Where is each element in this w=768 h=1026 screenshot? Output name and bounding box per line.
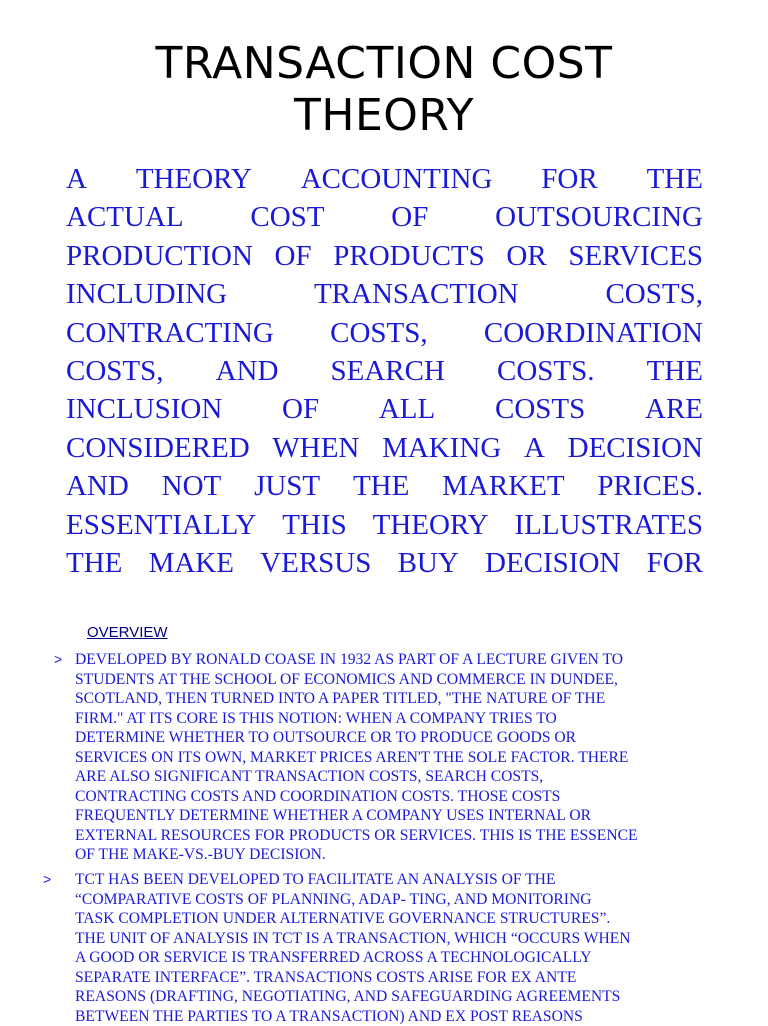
bullet-line: TCT HAS BEEN DEVELOPED TO FACILITATE AN ANALYSIS OF THE <box>75 870 631 890</box>
bullet-line: CONTRACTING COSTS AND COORDINATION COSTS. THOSE COSTS <box>75 787 638 807</box>
slide-title-line: TRANSACTION COST <box>0 38 768 90</box>
bullet-line: STUDENTS AT THE SCHOOL OF ECONOMICS AND COMMERCE IN DUNDEE, <box>75 670 638 690</box>
intro-word: ACTUAL <box>66 198 184 236</box>
intro-word: COSTS, <box>605 275 703 313</box>
intro-word: FOR <box>541 160 597 198</box>
intro-word: DECISION <box>485 544 620 582</box>
intro-word: COSTS. <box>497 352 595 390</box>
intro-line <box>66 237 703 275</box>
intro-word: MARKET <box>442 467 564 505</box>
intro-word: OF <box>391 198 428 236</box>
intro-word: PRICES. <box>597 467 703 505</box>
bullet-line: SEPARATE INTERFACE”. TRANSACTIONS COSTS ARISE FOR EX ANTE <box>75 968 631 988</box>
intro-word: PRODUCTION <box>66 237 253 275</box>
overview-bullet-1 <box>75 650 638 865</box>
intro-word: INCLUSION <box>66 390 222 428</box>
intro-word: MAKING <box>382 429 501 467</box>
bullet-line: ARE ALSO SIGNIFICANT TRANSACTION COSTS, SEARCH COSTS, <box>75 767 638 787</box>
overview-heading: OVERVIEW <box>87 624 168 642</box>
intro-word: WHEN <box>272 429 359 467</box>
slide-title-line: THEORY <box>0 90 768 142</box>
bullet-line: SCOTLAND, THEN TURNED INTO A PAPER TITLED, "THE NATURE OF THE <box>75 689 638 709</box>
intro-word: THIS <box>282 506 346 544</box>
bullet-line: FREQUENTLY DETERMINE WHETHER A COMPANY USES INTERNAL OR <box>75 806 638 826</box>
bullet-line: DETERMINE WHETHER TO OUTSOURCE OR TO PRODUCE GOODS OR <box>75 728 638 748</box>
intro-word: VERSUS <box>260 544 371 582</box>
intro-line <box>66 198 703 236</box>
intro-word: SERVICES <box>568 237 703 275</box>
intro-word: PRODUCTS <box>333 237 485 275</box>
bullet-text <box>75 650 638 865</box>
bullet-text <box>75 870 631 1026</box>
intro-line <box>66 314 703 352</box>
bullet-line: A GOOD OR SERVICE IS TRANSFERRED ACROSS A TECHNOLOGICALLY <box>75 948 631 968</box>
intro-word: OR <box>506 237 546 275</box>
bullet-line: REASONS (DRAFTING, NEGOTIATING, AND SAFEGUARDING AGREEMENTS <box>75 987 631 1007</box>
intro-word: ESSENTIALLY <box>66 506 256 544</box>
bullet-line: SERVICES ON ITS OWN, MARKET PRICES AREN'T THE SOLE FACTOR. THERE <box>75 748 638 768</box>
bullet-line: THE UNIT OF ANALYSIS IN TCT IS A TRANSACTION, WHICH “OCCURS WHEN <box>75 929 631 949</box>
intro-word: DECISION <box>568 429 703 467</box>
intro-word: COSTS, <box>330 314 428 352</box>
intro-word: OF <box>282 390 319 428</box>
bullet-line: EXTERNAL RESOURCES FOR PRODUCTS OR SERVICES. THIS IS THE ESSENCE <box>75 826 638 846</box>
intro-word: CONSIDERED <box>66 429 250 467</box>
intro-word: COSTS <box>495 390 585 428</box>
intro-word: ARE <box>645 390 703 428</box>
intro-word: OF <box>275 237 312 275</box>
bullet-line: “COMPARATIVE COSTS OF PLANNING, ADAP- TING, AND MONITORING <box>75 890 631 910</box>
intro-paragraph <box>66 160 703 582</box>
intro-word: JUST <box>254 467 320 505</box>
bullet-line: OF THE MAKE-VS.-BUY DECISION. <box>75 845 638 865</box>
intro-word: CONTRACTING <box>66 314 274 352</box>
intro-line <box>66 544 703 582</box>
bullet-line: DEVELOPED BY RONALD COASE IN 1932 AS PART OF A LECTURE GIVEN TO <box>75 650 638 670</box>
intro-line <box>66 352 703 390</box>
intro-word: THE <box>353 467 409 505</box>
intro-word: THEORY <box>373 506 489 544</box>
intro-word: AND <box>66 467 129 505</box>
intro-word: COSTS, <box>66 352 164 390</box>
bullet-marker-icon: > <box>43 870 51 890</box>
intro-word: AND <box>216 352 279 390</box>
intro-word: OUTSOURCING <box>495 198 703 236</box>
intro-word: THE <box>647 160 703 198</box>
intro-word: SEARCH <box>331 352 445 390</box>
intro-word: ACCOUNTING <box>301 160 493 198</box>
intro-word: ILLUSTRATES <box>515 506 704 544</box>
intro-word: THEORY <box>136 160 252 198</box>
intro-word: FOR <box>647 544 703 582</box>
intro-word: A <box>66 160 87 198</box>
overview-bullet-2 <box>75 870 631 1026</box>
intro-word: COORDINATION <box>484 314 703 352</box>
intro-word: BUY <box>398 544 459 582</box>
intro-word: TRANSACTION <box>314 275 519 313</box>
intro-word: MAKE <box>149 544 234 582</box>
intro-line <box>66 429 703 467</box>
bullet-marker-icon: > <box>54 650 62 670</box>
bullet-line: TASK COMPLETION UNDER ALTERNATIVE GOVERNANCE STRUCTURES”. <box>75 909 631 929</box>
intro-line <box>66 160 703 198</box>
intro-word: THE <box>66 544 122 582</box>
intro-line <box>66 275 703 313</box>
intro-line <box>66 467 703 505</box>
intro-line <box>66 506 703 544</box>
intro-word: COST <box>250 198 324 236</box>
bullet-line: FIRM." AT ITS CORE IS THIS NOTION: WHEN A COMPANY TRIES TO <box>75 709 638 729</box>
intro-word: ALL <box>379 390 435 428</box>
intro-word: INCLUDING <box>66 275 227 313</box>
intro-line <box>66 390 703 428</box>
intro-word: THE <box>647 352 703 390</box>
intro-word: A <box>524 429 545 467</box>
slide-title <box>0 38 768 142</box>
intro-word: NOT <box>162 467 222 505</box>
bullet-line: BETWEEN THE PARTIES TO A TRANSACTION) AND EX POST REASONS <box>75 1007 631 1026</box>
